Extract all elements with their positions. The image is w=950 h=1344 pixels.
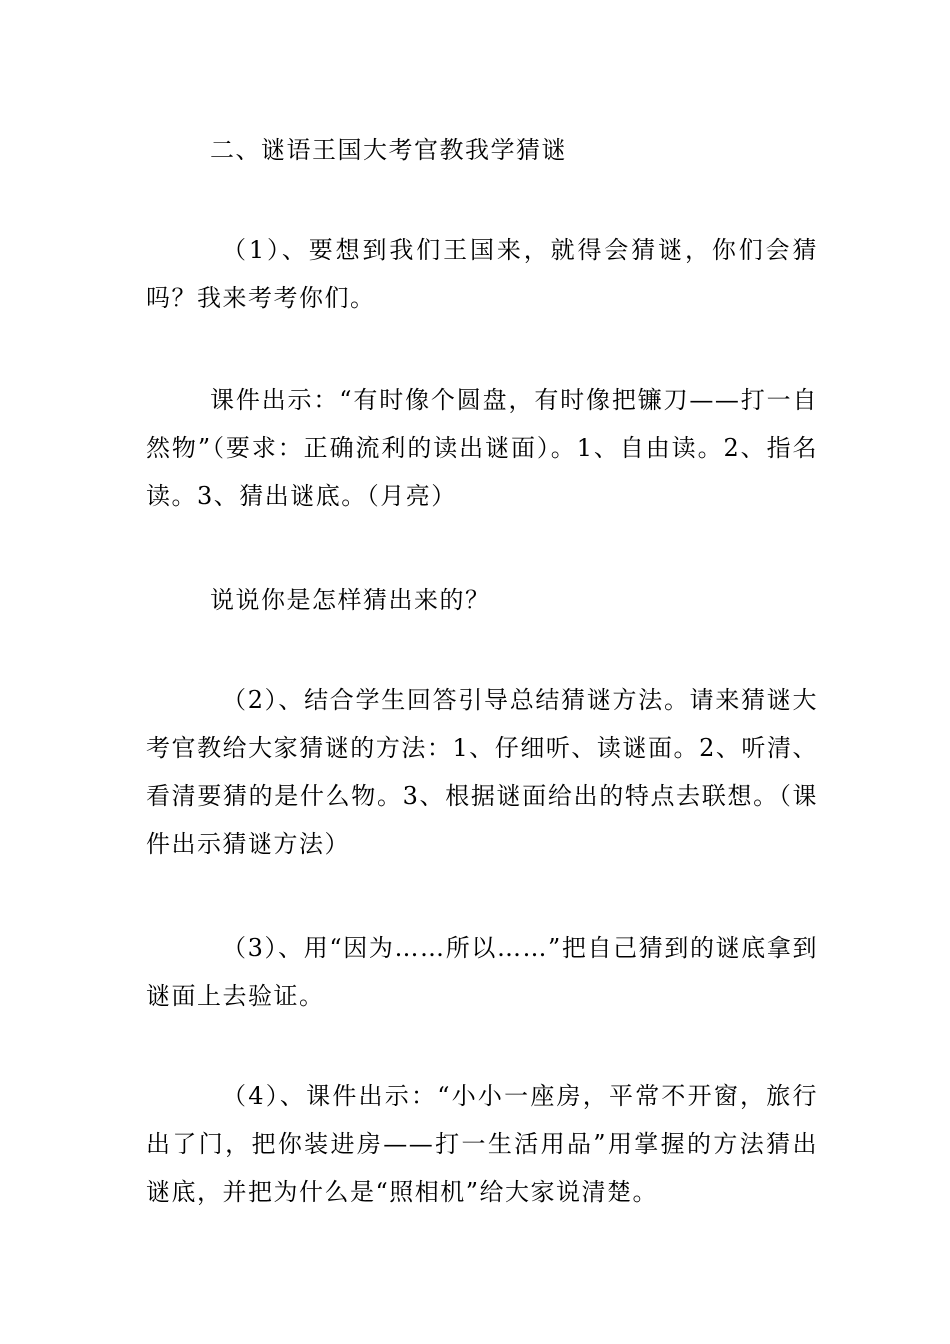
document-page [146,0,818,1344]
paragraph-courseware-riddle-moon: 课件出示：“有时像个圆盘，有时像把镰刀——打一自然物”（要求：正确流利的读出谜面）。1、自由读。2、指名读。3、猜出谜底。（月亮） [146,386,818,510]
paragraph-verify-answer: （3）、用“因为……所以……”把自己猜到的谜底拿到谜面上去验证。 [146,934,818,1010]
paragraph-courseware-riddle-camera: （4）、课件出示：“小小一座房，平常不开窗，旅行出了门，把你装进房——打一生活用品”用掌握的方法猜出谜底，并把为什么是“照相机”给大家说清楚。 [146,1082,818,1206]
section-heading: 二、谜语王国大考官教我学猜谜 [210,136,567,164]
paragraph-how-guessed: 说说你是怎样猜出来的？ [210,586,491,614]
paragraph-guessing-methods: （2）、结合学生回答引导总结猜谜方法。请来猜谜大考官教给大家猜谜的方法：1、仔细听、读谜面。2、听清、看清要猜的是什么物。3、根据谜面给出的特点去联想。（课件出示猜谜方法） [146,686,818,858]
paragraph-riddle-intro: （1）、要想到我们王国来，就得会猜谜，你们会猜吗？我来考考你们。 [146,236,818,312]
